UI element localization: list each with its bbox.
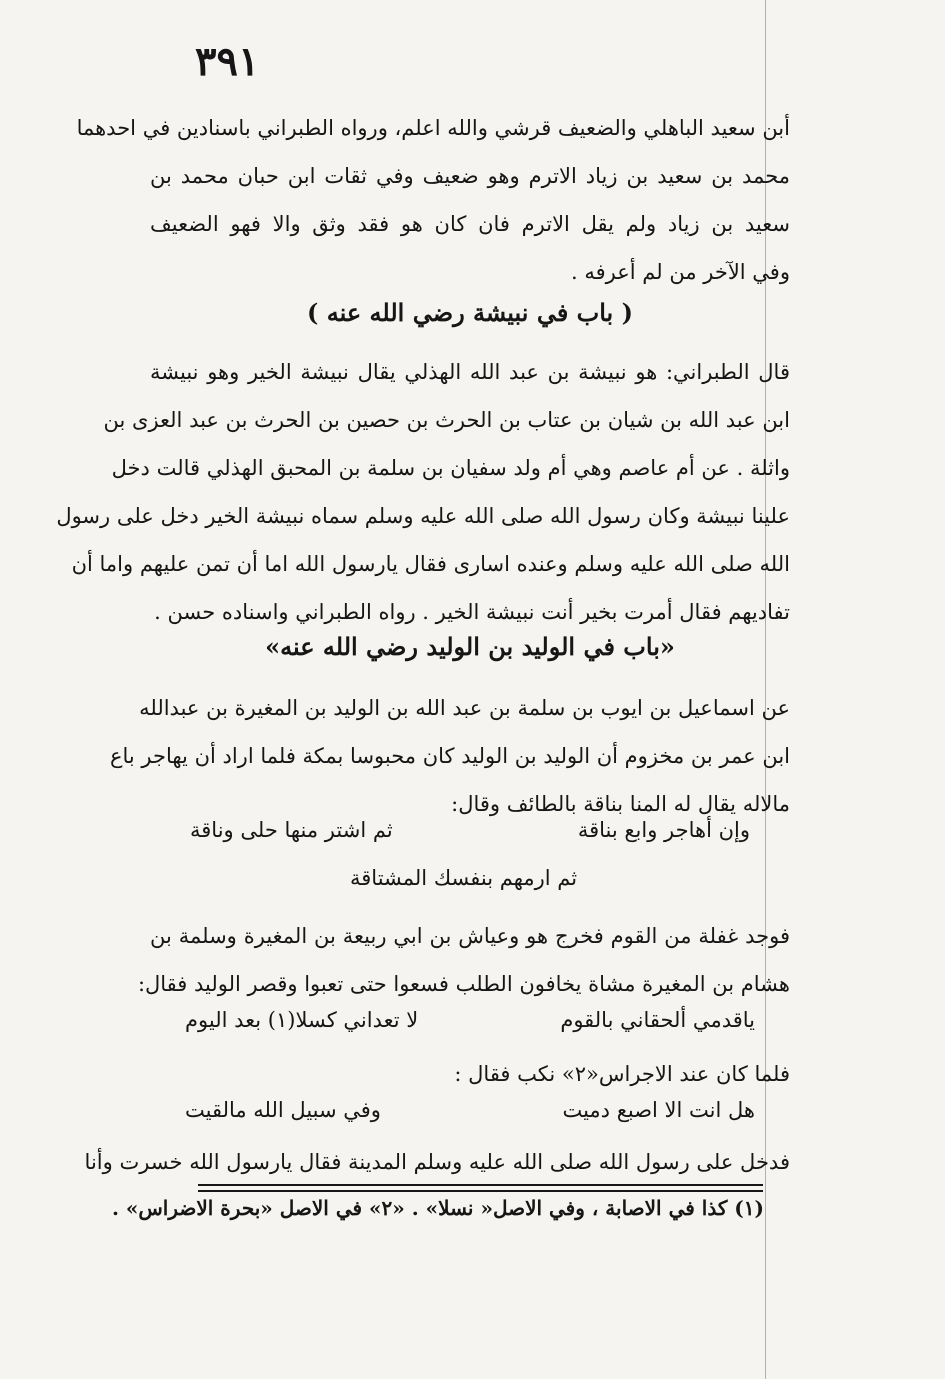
text-line: ابن عبد الله بن شيان بن عتاب بن الحرث بن حصين بن الحرث بن عبد العزى بن xyxy=(103,408,790,432)
text-line: قال الطبراني: هو نبيشة بن عبد الله الهذلي يقال نبيشة الخير وهو نبيشة xyxy=(150,360,790,384)
text-line: محمد بن سعيد بن زياد الاترم وهو ضعيف وفي ثقات ابن حبان محمد بن xyxy=(150,164,790,188)
paragraph-4 xyxy=(137,912,790,1008)
verse-1-right-hemistich: وإن أهاجر وابع بناقة xyxy=(577,818,750,842)
text-line: فدخل على رسول الله صلى الله عليه وسلم المدينة فقال يارسول الله خسرت وأنا xyxy=(84,1150,790,1174)
text-line: فلما كان عند الاجراس«٢» نكب فقال : xyxy=(454,1062,790,1086)
text-line: تفاديهم فقال أمرت بخير أنت نبيشة الخير . رواه الطبراني واسناده حسن . xyxy=(154,600,790,624)
text-line: سعيد بن زياد ولم يقل الاترم فان كان هو فقد وثق والا فهو الضعيف xyxy=(150,212,790,236)
text-line: الله صلى الله عليه وسلم وعنده اسارى فقال يارسول الله اما أن تمن عليهم واما أن xyxy=(71,552,790,576)
footnote: (١) كذا في الاصابة ، وفي الاصل« نسلا» . «٢» في الاصل «بحرة الاضراس» . xyxy=(111,1196,764,1220)
verse-3-right-hemistich: هل انت الا اصبع دميت xyxy=(562,1098,755,1122)
text-line: واثلة . عن أم عاصم وهي أم ولد سفيان بن سلمة بن المحبق الهذلي قالت دخل xyxy=(111,456,790,480)
verse-3-left-hemistich: وفي سبيل الله مالقيت xyxy=(185,1098,381,1122)
verse-1-left-hemistich: ثم اشتر منها حلى وناقة xyxy=(190,818,393,842)
text-line: هشام بن المغيرة مشاة يخافون الطلب فسعوا حتى تعبوا وقصر الوليد فقال: xyxy=(137,972,790,996)
section-heading-nubaysha: ( باب في نبيشة رضي الله عنه ) xyxy=(307,298,633,327)
verse-2-right-hemistich: ياقدمي ألحقاني بالقوم xyxy=(560,1008,755,1032)
text-line: عن اسماعيل بن ايوب بن سلمة بن عبد الله بن الوليد بن المغيرة بن عبدالله xyxy=(139,696,790,720)
footnote-rule-bottom xyxy=(198,1190,763,1192)
verse-1-second-line: ثم ارمهم بنفسك المشتاقة xyxy=(350,866,578,890)
text-line: وفي الآخر من لم أعرفه . xyxy=(571,260,790,284)
text-line: علينا نبيشة وكان رسول الله صلى الله عليه وسلم سماه نبيشة الخير دخل على رسول xyxy=(56,504,790,528)
text-line: مالاله يقال له المنا بناقة بالطائف وقال: xyxy=(451,792,790,816)
footnote-rule-top xyxy=(198,1184,763,1186)
verse-2-left-hemistich: لا تعداني كسلا(١) بعد اليوم xyxy=(185,1008,419,1032)
text-line: ابن عمر بن مخزوم أن الوليد بن الوليد كان محبوسا بمكة فلما اراد أن يهاجر باع xyxy=(109,744,790,768)
paragraph-6 xyxy=(84,1138,790,1186)
paragraph-2 xyxy=(56,348,790,636)
paragraph-3 xyxy=(109,684,790,828)
text-line: أبن سعيد الباهلي والضعيف قرشي والله اعلم، ورواه الطبراني باسنادين في احدهما xyxy=(76,116,790,140)
paragraph-5 xyxy=(150,1050,790,1098)
page-number: ٣٩١ xyxy=(195,38,260,85)
section-heading-walid: «باب في الوليد بن الوليد رضي الله عنه» xyxy=(265,632,675,661)
paragraph-1 xyxy=(76,104,790,296)
text-line: فوجد غفلة من القوم فخرج هو وعياش بن ابي ربيعة بن المغيرة وسلمة بن xyxy=(150,924,790,948)
